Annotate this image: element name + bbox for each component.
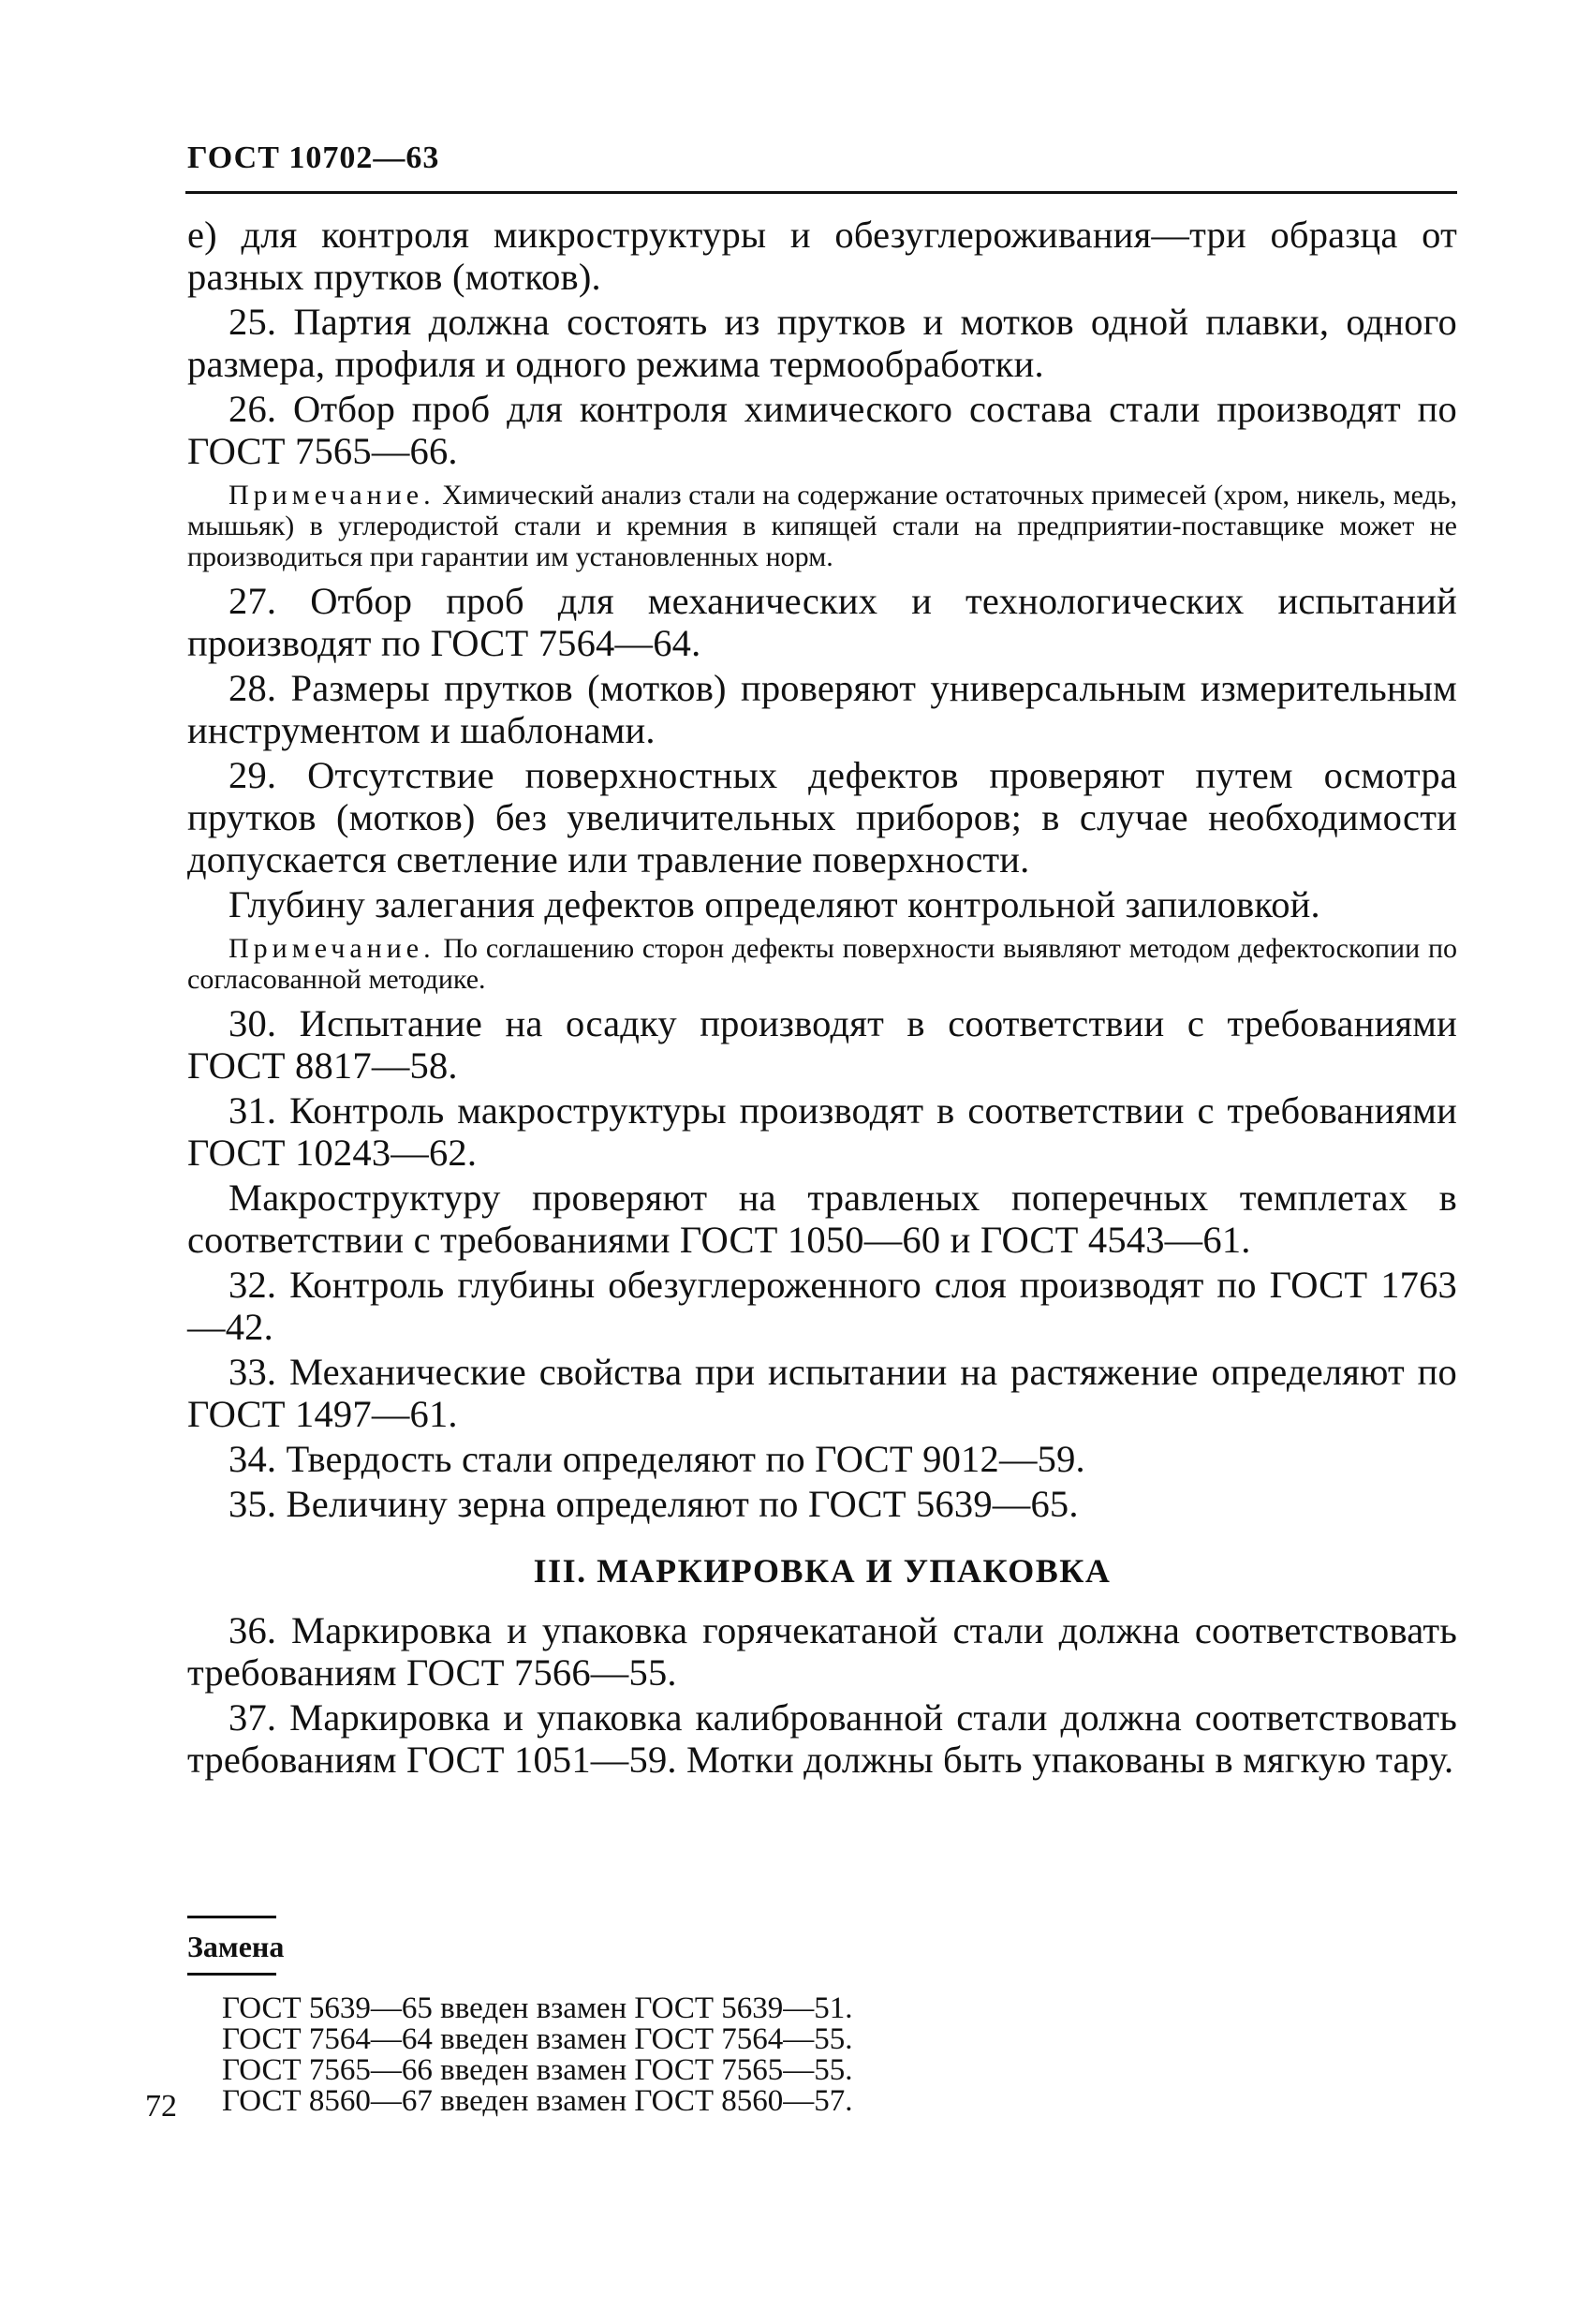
paragraph-31: 31. Контроль макроструктуры производят в соответствии с требованиями ГОСТ 10243—62. (187, 1089, 1457, 1174)
note-defectoscopy (187, 933, 1457, 995)
paragraph-27: 27. Отбор проб для механических и технологических испытаний производят по ГОСТ 7564—64. (187, 580, 1457, 664)
paragraph-34: 34. Твердость стали определяют по ГОСТ 9012—59. (228, 1438, 1085, 1480)
paragraph-28: 28. Размеры прутков (мотков) проверяют универсальным измерительным инструментом и шаблонами. (187, 667, 1457, 751)
page-number: 72 (145, 2089, 177, 2124)
note-text: По соглашению сторон дефекты поверхности выявляют методом дефектоскопии по согласованной методике. (187, 933, 1457, 995)
page-header-title: ГОСТ 10702—63 (187, 141, 440, 175)
document-body (187, 214, 1457, 1784)
zamena-title: Замена (187, 1930, 285, 1963)
section-heading: III. МАРКИРОВКА И УПАКОВКА (533, 1552, 1112, 1590)
paragraph-35: 35. Величину зерна определяют по ГОСТ 5639—65. (228, 1483, 1079, 1525)
zamena-rule-top (187, 1916, 276, 1918)
note-chemical-analysis (187, 480, 1457, 572)
paragraph-25: 25. Партия должна состоять из прутков и мотков одной плавки, одного размера, профиля и одного режима термообработки. (187, 301, 1457, 385)
replacement-item: ГОСТ 7565—66 введен взамен ГОСТ 7565—55. (222, 2053, 853, 2087)
paragraph-30: 30. Испытание на осадку производят в соответствии с требованиями ГОСТ 8817—58. (187, 1002, 1457, 1087)
paragraph-26: 26. Отбор проб для контроля химического состава стали производят по ГОСТ 7565—66. (187, 388, 1457, 472)
note-text: Химический анализ стали на содержание остаточных примесей (хром, никель, медь, мышьяк) в углеродистой стали и кремния в кипящей стали на предприятии-поставщике может не производиться при гарантии им установленных норм. (187, 480, 1457, 572)
replacement-item: ГОСТ 5639—65 введен взамен ГОСТ 5639—51. (222, 1991, 853, 2025)
note-lead: Примечание. (228, 480, 435, 511)
paragraph-33: 33. Механические свойства при испытании на растяжение определяют по ГОСТ 1497—61. (187, 1351, 1457, 1435)
paragraph-36: 36. Маркировка и упаковка горячекатаной стали должна соответствовать требованиям ГОСТ 7566—55. (187, 1609, 1457, 1694)
replacement-list (222, 1993, 853, 2117)
paragraph-29: 29. Отсутствие поверхностных дефектов проверяют путем осмотра прутков (мотков) без увеличительных приборов; в случае необходимости допускается светление или травление поверхности. (187, 754, 1457, 881)
zamena-rule-bottom (187, 1973, 276, 1976)
paragraph-37: 37. Маркировка и упаковка калиброванной стали должна соответствовать требованиям ГОСТ 1051—59. Мотки должны быть упакованы в мягкую тару. (187, 1696, 1457, 1781)
paragraph-e: е) для контроля микроструктуры и обезуглероживания—три образца от разных прутков (мотков). (187, 214, 1457, 298)
note-lead: Примечание. (228, 933, 435, 964)
paragraph-31-continued: Макроструктуру проверяют на травленых поперечных темплетах в соответствии с требованиями ГОСТ 1050—60 и ГОСТ 4543—61. (187, 1177, 1457, 1261)
header-divider (185, 191, 1457, 194)
replacement-item: ГОСТ 7564—64 введен взамен ГОСТ 7564—55. (222, 2022, 853, 2056)
replacement-item: ГОСТ 8560—67 введен взамен ГОСТ 8560—57. (222, 2084, 853, 2118)
paragraph-32: 32. Контроль глубины обезуглероженного слоя производят по ГОСТ 1763—42. (187, 1264, 1457, 1348)
paragraph-29-continued: Глубину залегания дефектов определяют контрольной запиловкой. (228, 883, 1320, 925)
